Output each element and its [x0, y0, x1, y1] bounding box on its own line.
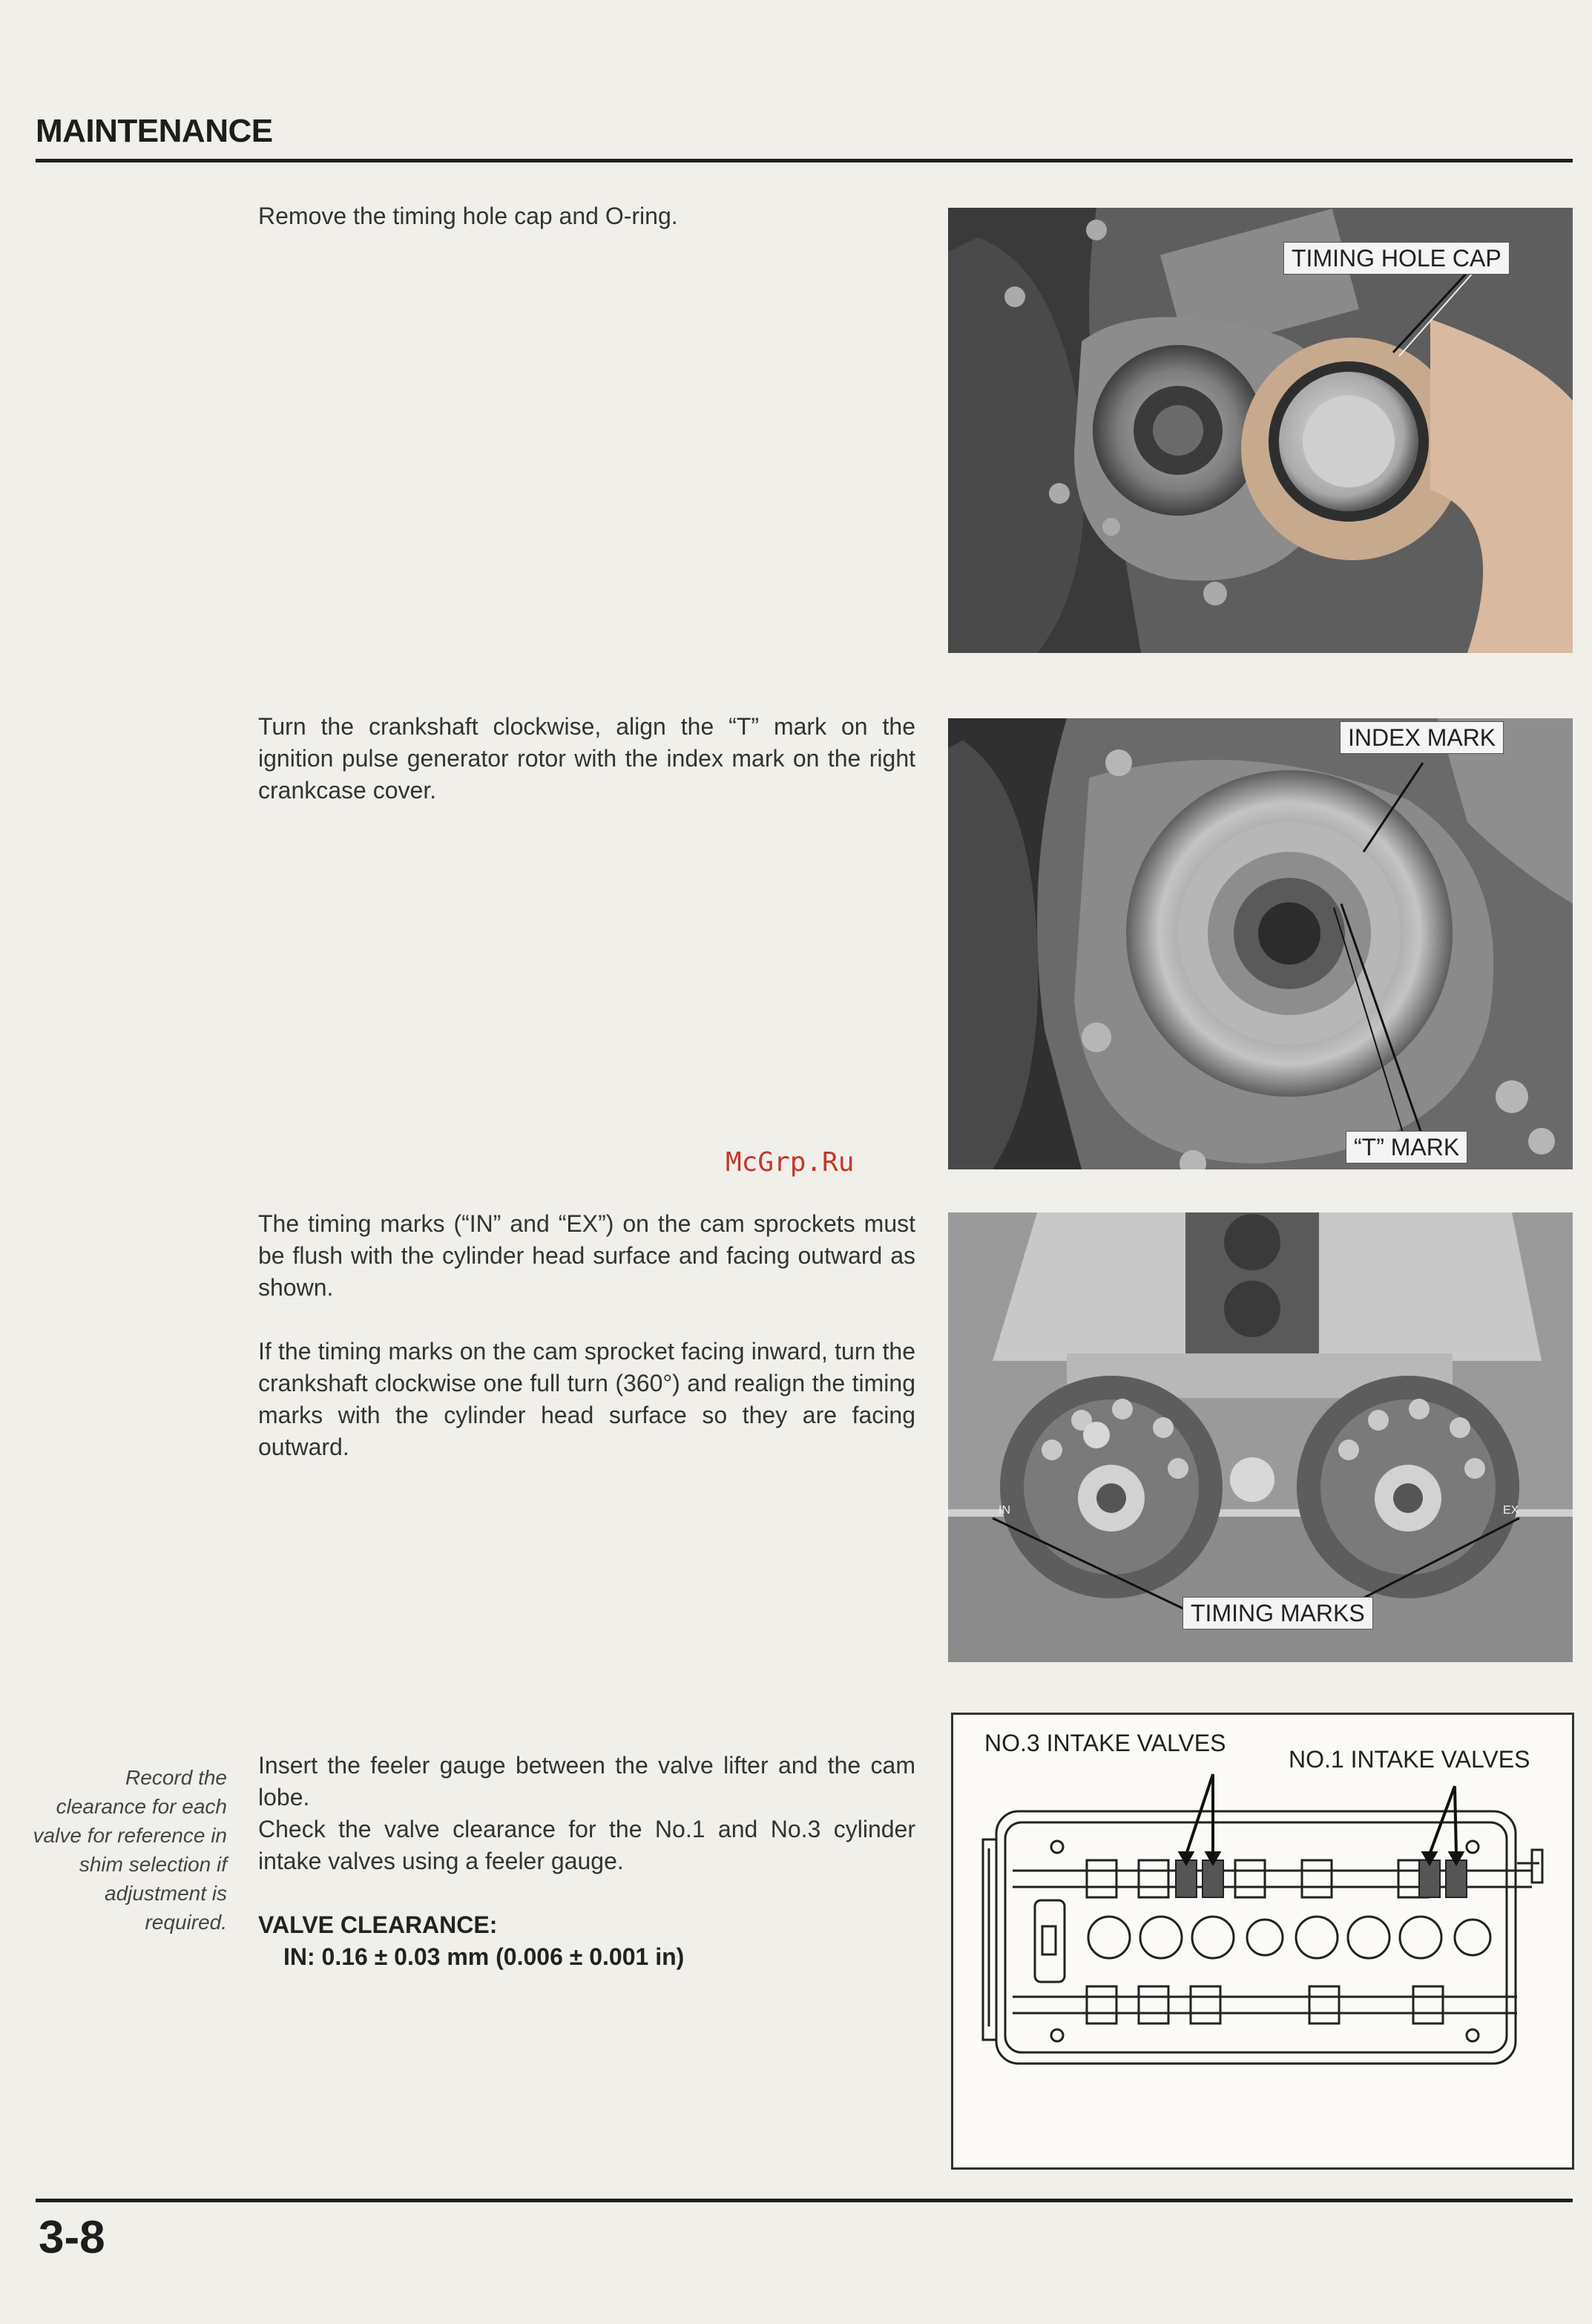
step-3-paragraph-a: The timing marks (“IN” and “EX”) on the cam sprockets must be flush with the cylinder head surface and facing outward as shown.	[258, 1210, 915, 1301]
side-note: Record the clearance for each valve for reference in shim selection if adjustment is required.	[33, 1766, 227, 1934]
valve-layout-diagram	[951, 1713, 1574, 2170]
in-mark-label: IN	[999, 1504, 1010, 1517]
step-3-text	[258, 1208, 915, 1463]
index-mark-photo	[948, 718, 1573, 1169]
t-mark-callout: “T” MARK	[1346, 1131, 1467, 1163]
step-2-text	[258, 711, 915, 807]
step-1-paragraph: Remove the timing hole cap and O-ring.	[258, 203, 678, 229]
page-number: 3-8	[39, 2212, 105, 2263]
step-4-text	[258, 1750, 915, 1973]
step-2-paragraph: Turn the crankshaft clockwise, align the “T” mark on the ignition pulse generator rotor with the index mark on the right crankcase cover.	[258, 713, 915, 804]
header-rule	[36, 159, 1573, 163]
step-3-paragraph-b: If the timing marks on the cam sprocket facing inward, turn the crankshaft clockwise one full turn (360°) and realign the timing marks with the cylinder head surface so they are facing outward.	[258, 1338, 915, 1460]
no1-intake-label: NO.1 INTAKE VALVES	[1289, 1746, 1530, 1773]
step-1-text	[258, 200, 915, 232]
timing-marks-callout: TIMING MARKS	[1183, 1597, 1373, 1629]
valve-clearance-value: IN: 0.16 ± 0.03 mm (0.006 ± 0.001 in)	[283, 1943, 685, 1970]
step-4-paragraph-b: Check the valve clearance for the No.1 and No.3 cylinder intake valves using a feeler gauge.	[258, 1816, 915, 1874]
timing-hole-cap-photo	[948, 208, 1573, 653]
section-title: MAINTENANCE	[36, 113, 273, 149]
no3-intake-label: NO.3 INTAKE VALVES	[984, 1730, 1226, 1756]
watermark-text: McGrp.Ru	[726, 1147, 855, 1178]
timing-hole-cap-callout: TIMING HOLE CAP	[1283, 242, 1510, 275]
cam-sprocket-photo	[948, 1212, 1573, 1662]
ex-mark-label: EX	[1503, 1504, 1519, 1517]
valve-clearance-heading: VALVE CLEARANCE:	[258, 1911, 498, 1938]
footer-rule	[36, 2199, 1573, 2202]
index-mark-callout: INDEX MARK	[1340, 721, 1504, 754]
step-4-paragraph-a: Insert the feeler gauge between the valve lifter and the cam lobe.	[258, 1752, 915, 1811]
